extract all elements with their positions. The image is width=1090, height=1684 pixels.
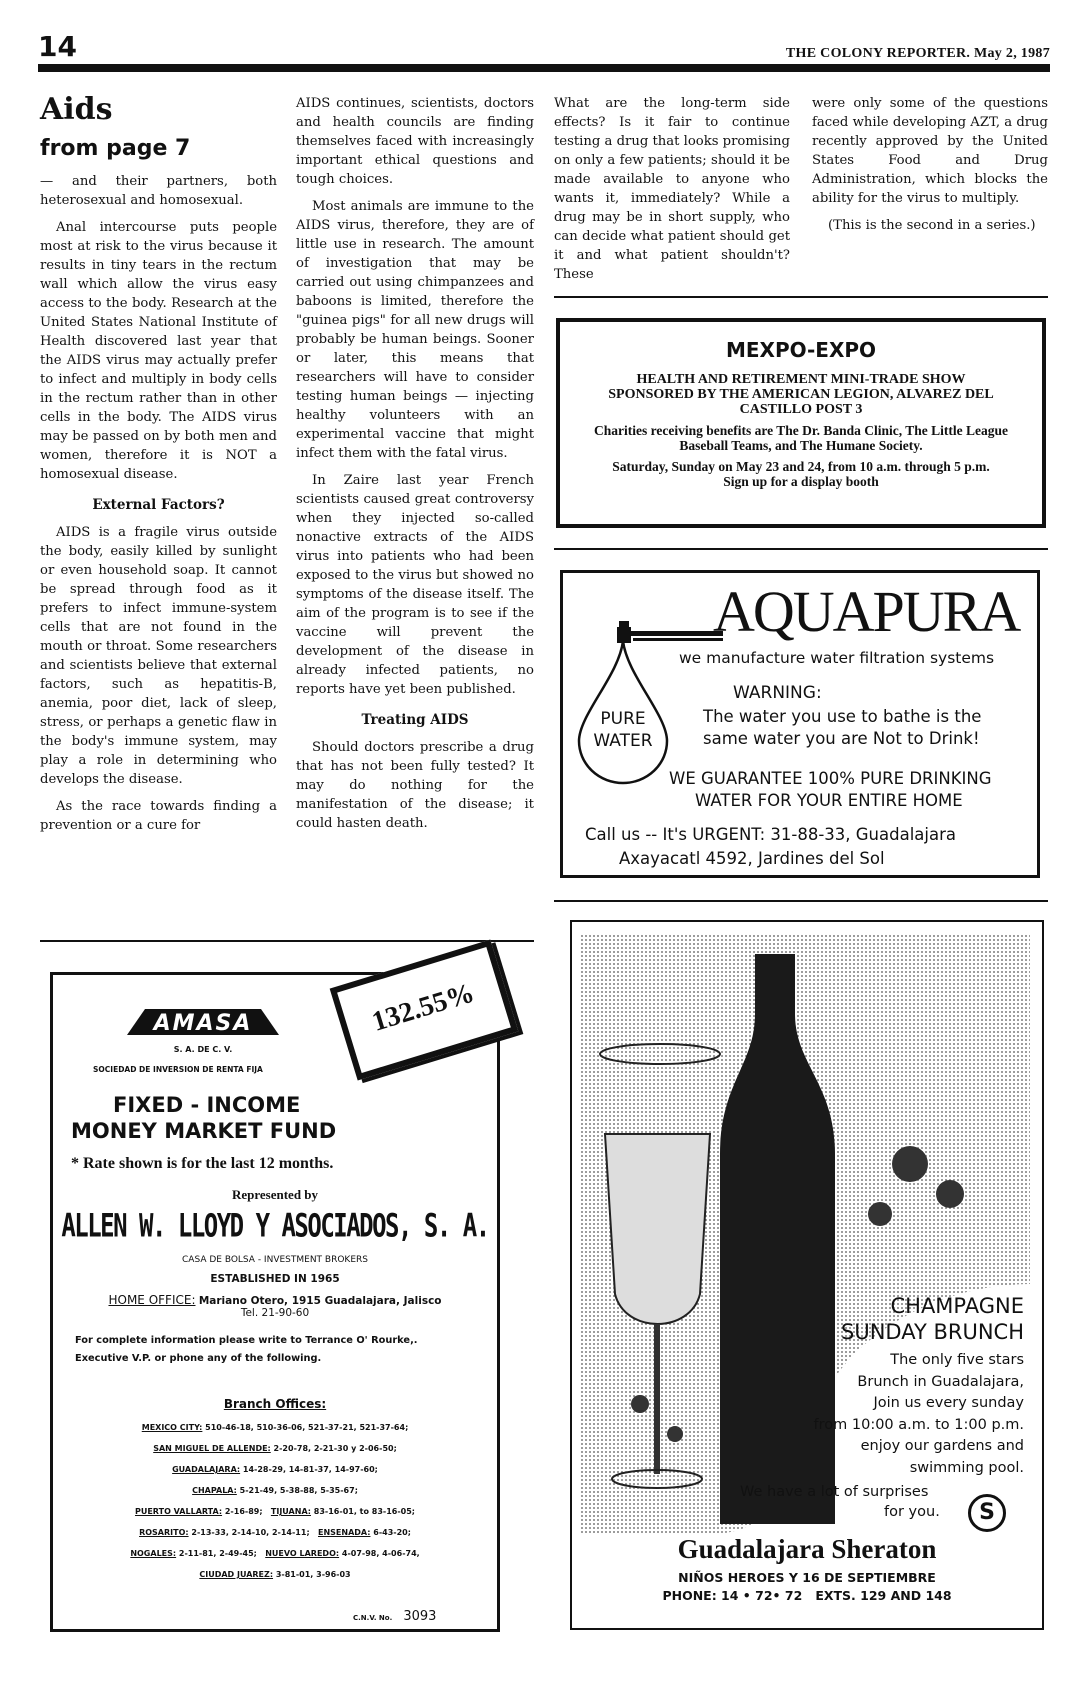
cnv-number: C.N.V. No. 3093 <box>353 1609 437 1624</box>
branch-item: ROSARITO: 2-13-33, 2-14-10, 2-14-11; ENSENADA: 6-43-20; <box>139 1528 411 1537</box>
drop-text: WATER <box>593 731 653 751</box>
paragraph: Should doctors prescribe a drug that has not been fully tested? It may do nothing for the manifestation of the disease; it could hasten death. <box>296 740 534 831</box>
page-number: 14 <box>38 30 77 63</box>
surprise-text: for you. <box>884 1504 940 1520</box>
mexpo-line: Charities receiving benefits are The Dr. Banda Clinic, The Little League Baseball Teams, and The Humane Society. <box>594 423 1008 453</box>
logo-subtitle: SOCIEDAD DE INVERSION DE RENTA FIJA <box>93 1065 263 1074</box>
fund-ad <box>50 972 500 1632</box>
contact-phone: Call us -- It's URGENT: 31-88-33, Guadalajara <box>585 825 956 844</box>
mexpo-line: Saturday, Sunday on May 23 and 24, from 10 a.m. through 5 p.m. <box>612 459 990 474</box>
warning-label: WARNING: <box>733 683 822 703</box>
mexpo-line: Sign up for a display booth <box>723 474 879 489</box>
mexpo-line: SPONSORED BY THE AMERICAN LEGION, ALVAREZ DEL CASTILLO POST 3 <box>608 387 994 417</box>
section-heading-external-factors: External Factors? <box>92 497 225 513</box>
rate-note: * Rate shown is for the last 12 months. <box>71 1155 334 1172</box>
brunch-title: SUNDAY BRUNCH <box>841 1320 1024 1344</box>
branch-item: CIUDAD JUAREZ: 3-81-01, 3-96-03 <box>199 1570 351 1579</box>
paragraph: As the race towards finding a prevention or a cure for <box>40 799 277 833</box>
contact-address: Axayacatl 4592, Jardines del Sol <box>619 849 885 868</box>
aquapura-tagline: we manufacture water filtration systems <box>679 649 995 667</box>
branch-item: CHAPALA: 5-21-49, 5-38-88, 5-35-67; <box>192 1486 358 1495</box>
paragraph: Most animals are immune to the AIDS virus, therefore, they are of little use in research. The amount of investigation that may be carried out using chimpanzees and baboons is limited, therefore the "guinea pigs" for all new drugs will probably be human beings. Sooner or later, this means that researchers will have to consider testing human beings — injecting healthy volunteers with an experimental vaccine that might infect them with the fatal virus. <box>296 199 534 461</box>
company-subtitle: CASA DE BOLSA - INVESTMENT BROKERS <box>182 1255 368 1265</box>
brunch-description: The only five stars Brunch in Guadalajara, Join us every sunday from 10:00 a.m. to 1:00 p.m. enjoy our gardens and swimming pool. <box>813 1352 1024 1476</box>
paragraph: In Zaire last year French scientists caused great controversy when they injected so-called nonactive extracts of the AIDS virus into patients who had been exposed to the virus but showed no symptoms of the disease itself. The aim of the program is to see if the vaccine will prevent the development of the disease in already infected patients, no reports have yet been published. <box>296 473 534 697</box>
sheraton-ad <box>570 920 1044 1630</box>
logo-text: AMASA <box>153 1011 253 1036</box>
hotel-address: NIÑOS HEROES Y 16 DE SEPTIEMBRE <box>678 1570 936 1585</box>
fund-title: MONEY MARKET FUND <box>71 1119 337 1143</box>
surprise-text: We have a lot of surprises <box>740 1484 929 1500</box>
branch-item: SAN MIGUEL DE ALLENDE: 2-20-78, 2-21-30 y 2-06-50; <box>153 1444 397 1453</box>
article-column-4 <box>812 94 1048 243</box>
column-rule <box>554 296 1048 298</box>
header-rule <box>38 64 1050 72</box>
branch-list <box>53 1417 497 1585</box>
paragraph: — and their partners, both heterosexual and homosexual. <box>40 174 277 208</box>
mexpo-line: HEALTH AND RETIREMENT MINI-TRADE SHOW <box>636 372 966 387</box>
branch-offices-title: Branch Offices: <box>223 1397 327 1411</box>
drop-text: PURE <box>600 709 646 729</box>
article-column-2 <box>296 94 534 841</box>
paragraph: AIDS continues, scientists, doctors and health councils are finding themselves faced with increasingly important ethical questions and tough choices. <box>296 96 534 187</box>
paragraph: AIDS is a fragile virus outside the body, easily killed by sunlight or even household soap. It cannot be spread through food as it prefers to infect immune-system cells that are not found in the mouth or throat. Some researchers and scientists believe that external factors, such as hepatitis-B, anemia, poor diet, lack of sleep, stress, or perhaps a genetic flaw in the body's immune system, may play a role in determining who develops the disease. <box>40 525 277 787</box>
home-office-label: HOME OFFICE: <box>108 1293 196 1307</box>
logo-sa: S. A. DE C. V. <box>173 1045 233 1054</box>
column-rule <box>554 548 1048 550</box>
article-title: Aids <box>40 92 113 127</box>
publication-dateline: THE COLONY REPORTER. May 2, 1987 <box>785 46 1050 61</box>
article-column-1 <box>40 172 277 843</box>
mexpo-expo-ad <box>556 318 1046 528</box>
sheraton-logo-icon: S <box>968 1494 1006 1532</box>
aquapura-brand: AQUAPURA <box>713 579 1020 644</box>
home-office-address: Mariano Otero, 1915 Guadalajara, Jalisco <box>198 1295 442 1307</box>
paragraph: (This is the second in a series.) <box>828 218 1036 233</box>
info-line: For complete information please write to Terrance O' Rourke,. <box>75 1335 418 1346</box>
guarantee-text: WATER FOR YOUR ENTIRE HOME <box>695 791 963 810</box>
hotel-name: Guadalajara Sheraton <box>677 1534 937 1564</box>
warning-text: The water you use to bathe is the <box>703 707 982 726</box>
column-rule <box>40 940 534 942</box>
home-office <box>53 1293 497 1307</box>
section-heading-treating-aids: Treating AIDS <box>361 712 469 728</box>
paragraph: Anal intercourse puts people most at risk to the virus because it results in tiny tears in the rectum wall which allow the virus easy access to the body. Research at the United States National Institute of Health discovered last year that the AIDS virus may actually prefer to infect and multiply in body cells in the rectum rather than in other cells in the body. The AIDS virus may be passed on by both men and women, therefore it is NOT a homosexual disease. <box>40 220 277 482</box>
article-column-3 <box>554 94 790 292</box>
branch-item: PUERTO VALLARTA: 2-16-89; TIJUANA: 83-16-01, to 83-16-05; <box>134 1507 415 1516</box>
established: ESTABLISHED IN 1965 <box>210 1273 340 1285</box>
brunch-title: CHAMPAGNE <box>890 1294 1024 1318</box>
info-line: Executive V.P. or phone any of the following. <box>75 1353 322 1364</box>
branch-item: MEXICO CITY: 510-46-18, 510-36-06, 521-37-21, 521-37-64; <box>141 1423 409 1432</box>
warning-text: same water you are Not to Drink! <box>703 729 980 748</box>
paragraph: were only some of the questions faced while developing AZT, a drug recently approved by the United States Food and Drug Administration, which blocks the ability for the virus to multiply. <box>812 96 1048 206</box>
paragraph: What are the long-term side effects? Is it fair to continue testing a drug that looks promising on only a few patients; should it be made available to anyone who wants it, immediately? While a drug may be in short supply, who can decide what patient should get it and what patient shouldn't? These <box>554 96 790 282</box>
column-rule <box>554 900 1048 902</box>
represented-by: Represented by <box>231 1187 319 1202</box>
valores-amasa-logo <box>123 1005 283 1037</box>
company-name: ALLEN W. LLOYD Y ASOCIADOS, S. A. <box>61 1207 489 1245</box>
hotel-phone: PHONE: 14 • 72• 72 EXTS. 129 AND 148 <box>662 1588 952 1603</box>
article-subtitle: from page 7 <box>40 136 191 161</box>
guarantee-text: WE GUARANTEE 100% PURE DRINKING <box>669 769 992 788</box>
branch-item: GUADALAJARA: 14-28-29, 14-81-37, 14-97-60; <box>172 1465 378 1474</box>
mexpo-title: MEXPO-EXPO <box>725 338 877 362</box>
branch-item: NOGALES: 2-11-81, 2-49-45; NUEVO LAREDO: 4-07-98, 4-06-74, <box>130 1549 420 1558</box>
fund-title: FIXED - INCOME <box>113 1093 301 1117</box>
rate-value: 132.55% <box>368 977 479 1038</box>
home-office-phone: Tel. 21-90-60 <box>240 1307 310 1319</box>
aquapura-ad <box>560 570 1040 878</box>
logo-top-text: VALORES <box>176 1003 230 1011</box>
